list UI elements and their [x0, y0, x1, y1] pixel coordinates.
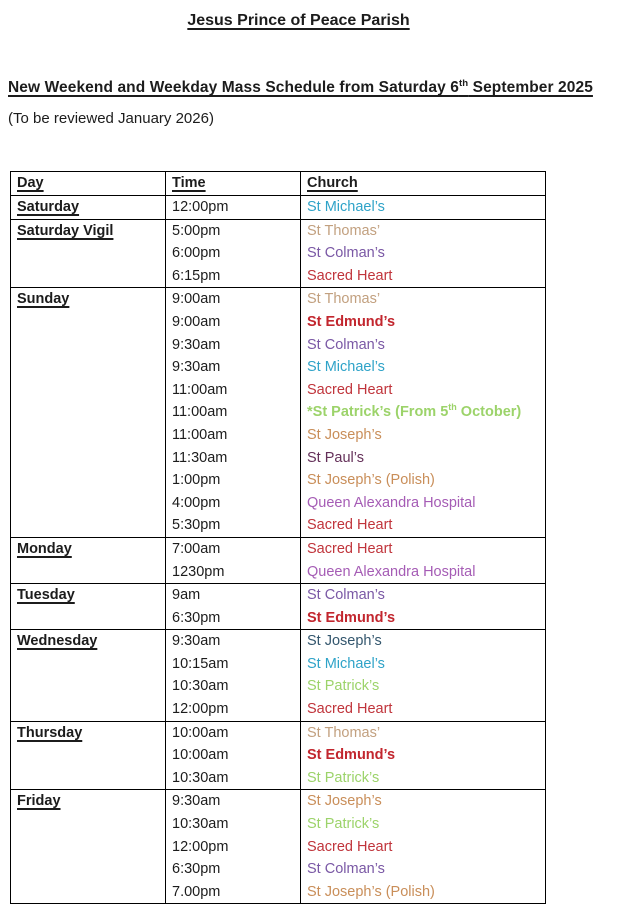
- page-title: Jesus Prince of Peace Parish: [187, 12, 410, 29]
- church-cell: St Edmund’s: [301, 744, 546, 767]
- church-cell: St Patrick’s: [301, 767, 546, 790]
- church-cell: St Thomas’: [301, 219, 546, 242]
- church-cell: St Colman’s: [301, 584, 546, 607]
- header-row: [11, 172, 546, 196]
- church-cell: St Colman’s: [301, 334, 546, 357]
- time-cell: 7:00am: [166, 537, 301, 560]
- time-cell: 10:00am: [166, 744, 301, 767]
- table-row: [11, 219, 546, 242]
- time-cell: 10:00am: [166, 721, 301, 744]
- church-cell: Sacred Heart: [301, 836, 546, 859]
- church-cell: Sacred Heart: [301, 379, 546, 402]
- church-cell: St Patrick’s: [301, 813, 546, 836]
- church-cell: St Thomas’: [301, 288, 546, 311]
- time-cell: 5:00pm: [166, 219, 301, 242]
- church-cell: St Joseph’s (Polish): [301, 469, 546, 492]
- church-cell: St Paul’s: [301, 447, 546, 470]
- time-cell: 12:00pm: [166, 836, 301, 859]
- church-cell: *St Patrick’s (From 5th October): [301, 401, 546, 424]
- time-cell: 10:30am: [166, 767, 301, 790]
- time-cell: 6:00pm: [166, 242, 301, 265]
- time-cell: 6:15pm: [166, 265, 301, 288]
- church-cell: Sacred Heart: [301, 698, 546, 721]
- time-cell: 11:00am: [166, 401, 301, 424]
- church-cell: St Edmund’s: [301, 311, 546, 334]
- time-cell: 11:00am: [166, 424, 301, 447]
- column-header-time: Time: [166, 172, 301, 196]
- day-cell: Tuesday: [11, 584, 166, 630]
- church-cell: St Edmund’s: [301, 607, 546, 630]
- church-cell: Sacred Heart: [301, 265, 546, 288]
- schedule-heading: New Weekend and Weekday Mass Schedule from Saturday 6th September 2025: [8, 77, 593, 96]
- day-cell: Friday: [11, 790, 166, 904]
- time-cell: 9:30am: [166, 630, 301, 653]
- time-cell: 7.00pm: [166, 881, 301, 904]
- column-header-church: Church: [301, 172, 546, 196]
- church-cell: Sacred Heart: [301, 514, 546, 537]
- time-cell: 9:30am: [166, 790, 301, 813]
- time-cell: 9:00am: [166, 288, 301, 311]
- table-row: [11, 630, 546, 653]
- time-cell: 6:30pm: [166, 607, 301, 630]
- church-cell: St Colman’s: [301, 858, 546, 881]
- time-cell: 11:00am: [166, 379, 301, 402]
- church-cell: St Colman’s: [301, 242, 546, 265]
- time-cell: 9:30am: [166, 356, 301, 379]
- time-cell: 10:15am: [166, 653, 301, 676]
- day-cell: Wednesday: [11, 630, 166, 721]
- church-cell: St Joseph’s (Polish): [301, 881, 546, 904]
- column-header-day: Day: [11, 172, 166, 196]
- church-cell: St Michael’s: [301, 356, 546, 379]
- time-cell: 11:30am: [166, 447, 301, 470]
- time-cell: 10:30am: [166, 675, 301, 698]
- table-row: [11, 790, 546, 813]
- review-note: (To be reviewed January 2026): [8, 110, 214, 127]
- table-row: [11, 196, 546, 220]
- time-cell: 9am: [166, 584, 301, 607]
- church-cell: St Joseph’s: [301, 424, 546, 447]
- church-cell: St Joseph’s: [301, 630, 546, 653]
- table-row: [11, 288, 546, 311]
- time-cell: 12:00pm: [166, 196, 301, 220]
- time-cell: 6:30pm: [166, 858, 301, 881]
- table-header: [11, 172, 546, 196]
- table-row: [11, 584, 546, 607]
- time-cell: 10:30am: [166, 813, 301, 836]
- church-cell: Queen Alexandra Hospital: [301, 492, 546, 515]
- day-cell: Monday: [11, 537, 166, 583]
- day-cell: Saturday: [11, 196, 166, 220]
- church-cell: St Joseph’s: [301, 790, 546, 813]
- time-cell: 12:00pm: [166, 698, 301, 721]
- church-cell: Queen Alexandra Hospital: [301, 561, 546, 584]
- day-cell: Sunday: [11, 288, 166, 538]
- day-cell: Thursday: [11, 721, 166, 790]
- time-cell: 1230pm: [166, 561, 301, 584]
- church-cell: St Michael’s: [301, 196, 546, 220]
- day-cell: Saturday Vigil: [11, 219, 166, 288]
- time-cell: 1:00pm: [166, 469, 301, 492]
- table-row: [11, 537, 546, 560]
- church-cell: St Thomas’: [301, 721, 546, 744]
- time-cell: 9:00am: [166, 311, 301, 334]
- church-cell: St Patrick’s: [301, 675, 546, 698]
- mass-schedule-table: [10, 171, 546, 904]
- time-cell: 9:30am: [166, 334, 301, 357]
- church-cell: Sacred Heart: [301, 537, 546, 560]
- time-cell: 4:00pm: [166, 492, 301, 515]
- mass-table-body: [11, 196, 546, 904]
- time-cell: 5:30pm: [166, 514, 301, 537]
- table-row: [11, 721, 546, 744]
- church-cell: St Michael’s: [301, 653, 546, 676]
